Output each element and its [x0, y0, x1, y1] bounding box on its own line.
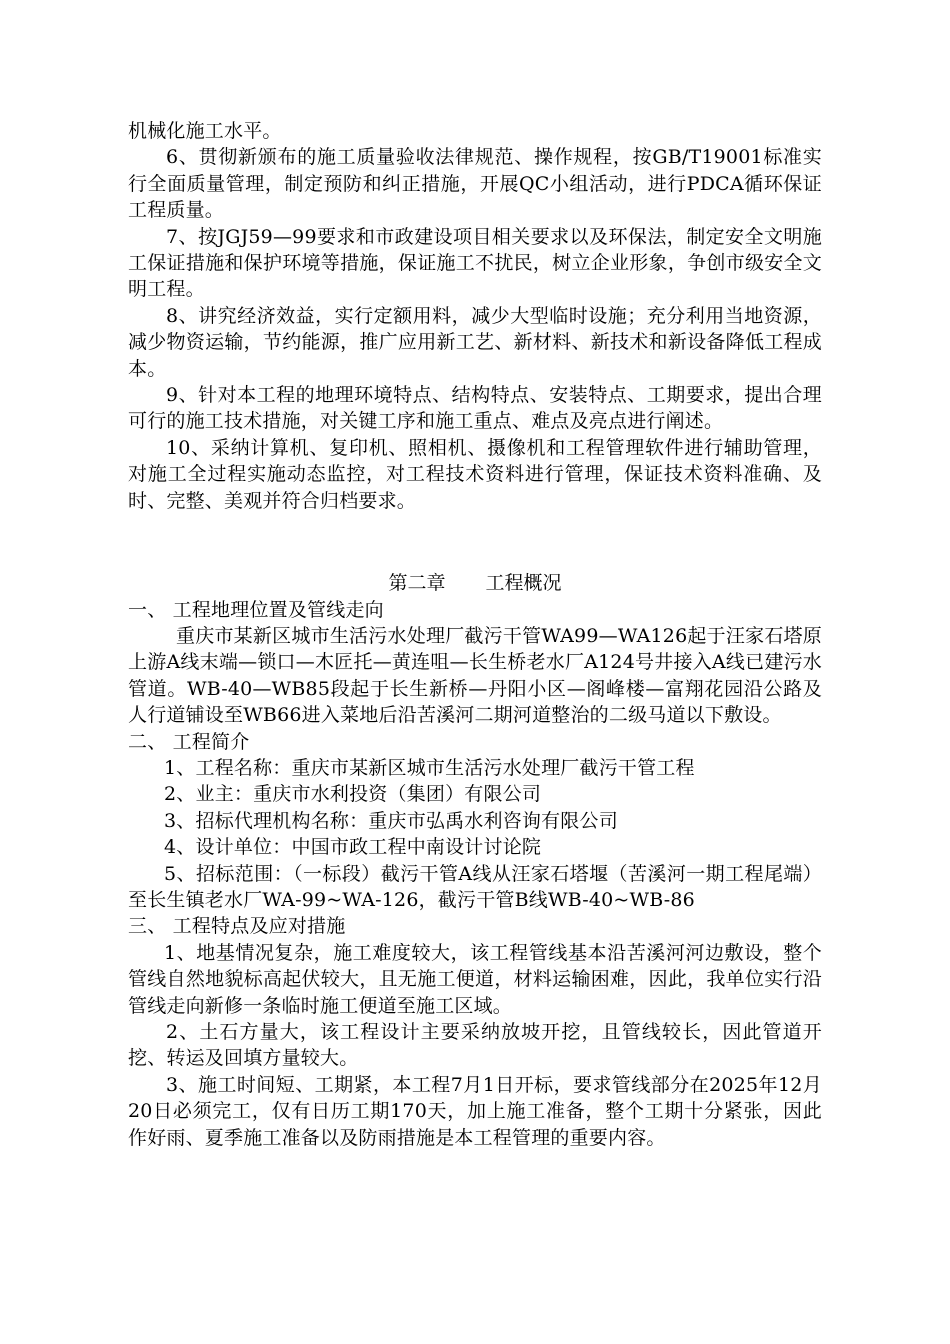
feature-paragraph-3: 3、施工时间短、工期紧，本工程7月1日开标，要求管线部分在2025年12月20日必须完工，仅有日历工期170天，加上施工准备，整个工期十分紧张，因此作好雨、夏季施工准备以及防雨措施是本工程管理的重要内容。: [128, 1073, 822, 1149]
paragraph-item-8: 8、讲究经济效益，实行定额用料，减少大型临时设施；充分利用当地资源，减少物资运输，节约能源，推广应用新工艺、新材料、新技术和新设备降低工程成本。: [128, 304, 822, 380]
paragraph-item-10: 10、采纳计算机、复印机、照相机、摄像机和工程管理软件进行辅助管理，对施工全过程实施动态监控，对工程技术资料进行管理，保证技术资料准确、及时、完整、美观并符合归档要求。: [128, 436, 822, 512]
chapter-title: [128, 570, 822, 596]
section-heading-3: 三、 工程特点及应对措施: [128, 915, 346, 938]
project-item-5: 5、招标范围：（一标段）截污干管A线从汪家石塔堰（苦溪河一期工程尾端）至长生镇老水厂WA-99~WA-126，截污干管B线WB-40~WB-86: [128, 862, 822, 911]
document-page: [128, 118, 822, 1151]
section-heading-1: 一、 工程地理位置及管线走向: [128, 598, 384, 621]
paragraph-continuation: 机械化施工水平。: [128, 120, 282, 142]
paragraph-item-7: 7、按JGJ59—99要求和市政建设项目相关要求以及环保法，制定安全文明施工保证措施和保护环境等措施，保证施工不扰民，树立企业形象，争创市级安全文明工程。: [128, 225, 822, 301]
section-1-paragraph: 重庆市某新区城市生活污水处理厂截污干管WA99—WA126起于汪家石塔原上游A线末端—锁口—木匠托—黄连咀—长生桥老水厂A124号井接入A线已建污水管道。WB-40—WB85段起于长生新桥—丹阳小区—阁峰楼—富翔花园沿公路及人行道铺设至WB66进入菜地后沿苦溪河二期河道整治的二级马道以下敷设。: [128, 624, 822, 727]
section-heading-2: 二、 工程简介: [128, 730, 250, 753]
project-item-3: 3、招标代理机构名称：重庆市弘禹水利咨询有限公司: [164, 809, 618, 832]
paragraph-item-6: 6、贯彻新颁布的施工质量验收法律规范、操作规程，按GB/T19001标准实行全面质量管理，制定预防和纠正措施，开展QC小组活动，进行PDCA循环保证工程质量。: [128, 146, 822, 222]
feature-paragraph-1: 1、地基情况复杂，施工难度较大，该工程管线基本沿苦溪河河边敷设，整个管线自然地貌标高起伏较大，且无施工便道，材料运输困难，因此，我单位实行沿管线走向新修一条临时施工便道至施工区域。: [128, 941, 822, 1017]
project-item-1: 1、工程名称：重庆市某新区城市生活污水处理厂截污干管工程: [164, 756, 695, 779]
project-item-2: 2、业主：重庆市水利投资（集团）有限公司: [164, 783, 542, 806]
paragraph-item-9: 9、针对本工程的地理环境特点、结构特点、安装特点、工期要求，提出合理可行的施工技术措施，对关键工序和施工重点、难点及亮点进行阐述。: [128, 384, 822, 433]
chapter-number: 第二章: [388, 572, 446, 595]
chapter-name: 工程概况: [485, 572, 562, 595]
project-item-4: 4、设计单位：中国市政工程中南设计讨论院: [164, 836, 542, 859]
feature-paragraph-2: 2、土石方量大，该工程设计主要采纳放坡开挖，且管线较长，因此管道开挖、转运及回填方量较大。: [128, 1021, 822, 1070]
